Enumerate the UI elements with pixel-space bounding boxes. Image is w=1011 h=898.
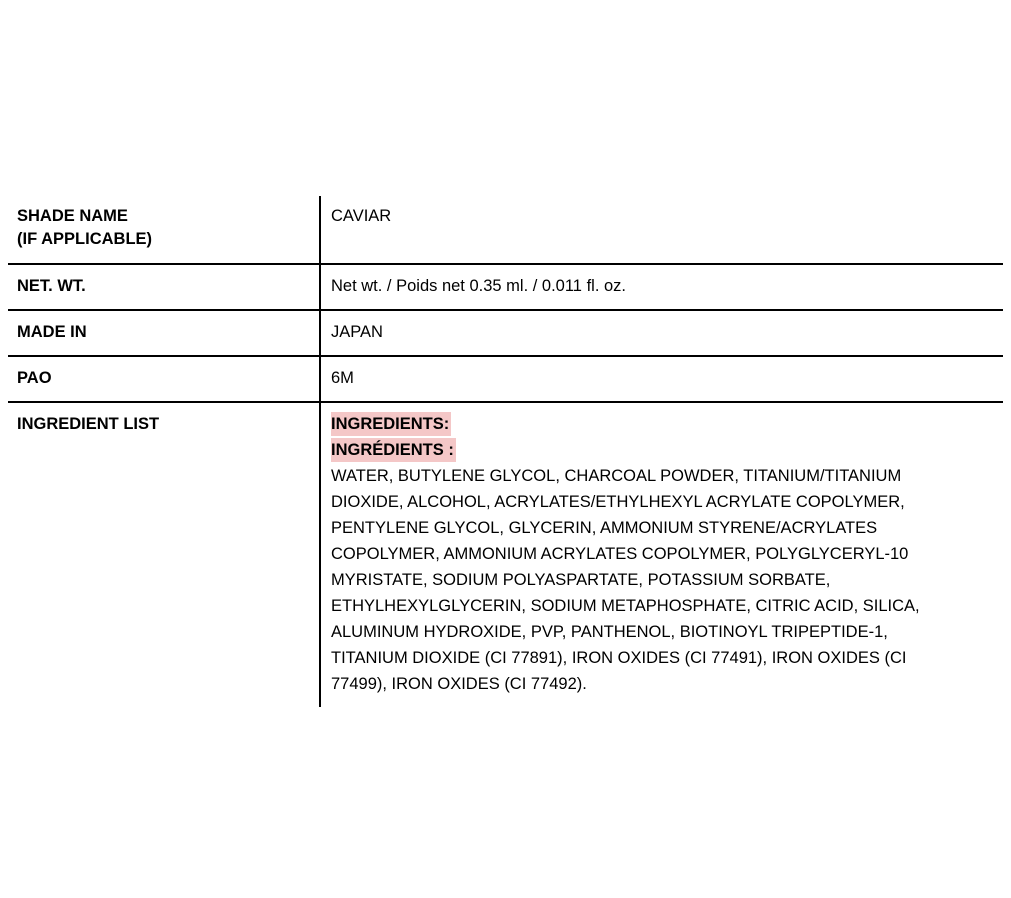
- ingredient-list-label: INGREDIENT LIST: [8, 403, 321, 707]
- shade-name-label-line1: SHADE NAME: [17, 207, 128, 225]
- ingredient-line: PENTYLENE GLYCOL, GLYCERIN, AMMONIUM STYRENE/ACRYLATES: [331, 519, 878, 537]
- ingredient-line: MYRISTATE, SODIUM POLYASPARTATE, POTASSIUM SORBATE,: [331, 571, 831, 589]
- row-net-wt: [8, 265, 1003, 311]
- made-in-value: JAPAN: [331, 323, 383, 341]
- product-spec-table: [8, 196, 1003, 707]
- shade-name-label: [8, 196, 321, 263]
- ingredient-line: TITANIUM DIOXIDE (CI 77891), IRON OXIDES (CI 77491), IRON OXIDES (CI: [331, 649, 907, 667]
- pao-label: PAO: [8, 357, 321, 401]
- ingredient-line: ALUMINUM HYDROXIDE, PVP, PANTHENOL, BIOTINOYL TRIPEPTIDE-1,: [331, 623, 888, 641]
- net-wt-value: Net wt. / Poids net 0.35 ml. / 0.011 fl. oz.: [331, 277, 627, 295]
- row-ingredient-list: [8, 403, 1003, 707]
- shade-name-value: CAVIAR: [331, 207, 392, 225]
- shade-name-label-line2: (IF APPLICABLE): [17, 230, 153, 248]
- ingredient-line: WATER, BUTYLENE GLYCOL, CHARCOAL POWDER, TITANIUM/TITANIUM: [331, 467, 902, 485]
- net-wt-label: NET. WT.: [8, 265, 321, 309]
- row-made-in: [8, 311, 1003, 357]
- ingredient-line: 77499), IRON OXIDES (CI 77492).: [331, 675, 587, 693]
- ingredients-heading-en: INGREDIENTS:: [331, 412, 451, 436]
- ingredient-list-value: [321, 403, 1003, 707]
- ingredient-line: DIOXIDE, ALCOHOL, ACRYLATES/ETHYLHEXYL ACRYLATE COPOLYMER,: [331, 493, 905, 511]
- ingredients-heading-fr: INGRÉDIENTS :: [331, 438, 456, 462]
- ingredient-line: ETHYLHEXYLGLYCERIN, SODIUM METAPHOSPHATE, CITRIC ACID, SILICA,: [331, 597, 920, 615]
- pao-value: 6M: [331, 369, 354, 387]
- made-in-label: MADE IN: [8, 311, 321, 355]
- row-pao: [8, 357, 1003, 403]
- row-shade-name: [8, 196, 1003, 265]
- ingredient-line: COPOLYMER, AMMONIUM ACRYLATES COPOLYMER, POLYGLYCERYL-10: [331, 545, 909, 563]
